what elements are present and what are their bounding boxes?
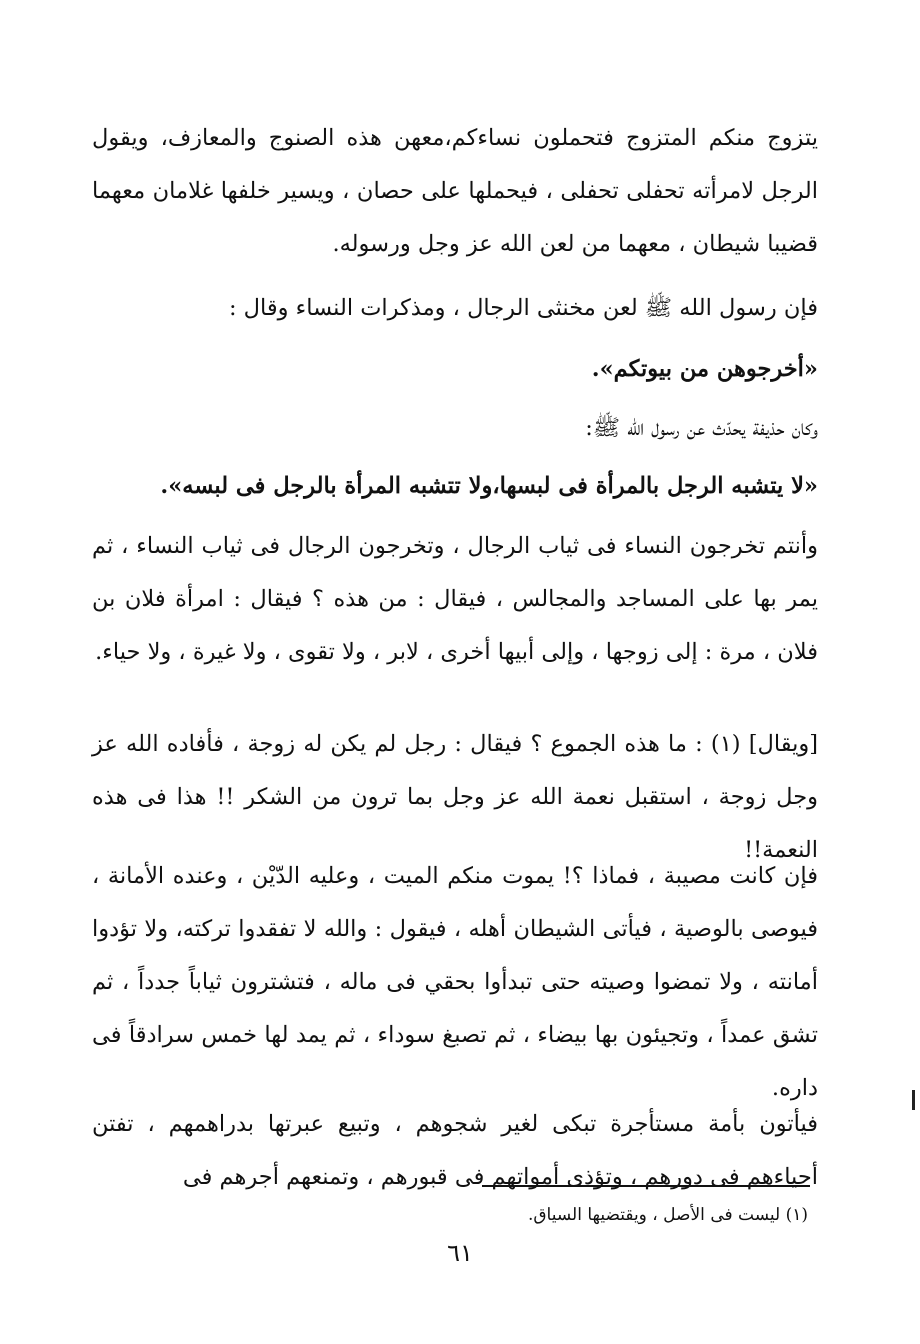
scan-edge-mark xyxy=(912,1090,915,1110)
page-number: ٦١ xyxy=(447,1239,473,1267)
hadith-quote-expel: «أخرجوهن من بيوتكم». xyxy=(591,356,818,382)
paragraph-hudhayfa-narration: وكان حذيفة يحدّث عن رسول الله ﷺ: xyxy=(585,415,818,441)
paragraph-gatherings: [ويقال] (١) : ما هذه الجموع ؟ فيقال : رجل لم يكن له زوجة ، فأفاده الله عز وجل زوجة ، استقبل نعمة الله عز وجل بما ترون من الشكر !! هذا فى هذه النعمة!! xyxy=(92,731,819,863)
footnote-separator xyxy=(482,1185,810,1187)
paragraph-dress-criticism: وأنتم تخرجون النساء فى ثياب الرجال ، وتخرجون الرجال فى ثياب النساء ، ثم يمر بها على المساجد والمجالس ، فيقال : من هذه ؟ فيقال : امرأة فلان بن فلان ، مرة : إلى زوجها ، وإلى أبيها أخرى ، لابر ، ولا تقوى ، ولا غيرة ، ولا حياء. xyxy=(92,533,818,665)
paragraph-funeral-customs: فإن كانت مصيبة ، فماذا ؟! يموت منكم الميت ، وعليه الدّيْن ، وعنده الأمانة ، فيوصى بالوصية ، فيأتى الشيطان أهله ، فيقول : والله لا تفقدوا تركته، ولا تؤدوا أمانته ، ولا تمضوا وصيته حتى تبدأوا بحقي فى ماله ، فتشترون ثياباً جدداً ، ثم تشق عمداً ، وتجيئون بها بيضاء ، ثم تصبغ سوداء ، ثم يمد لها خمس سرادقاً فى داره. xyxy=(92,863,818,1101)
footnote: (١) ليست فى الأصل ، ويقتضيها السياق. xyxy=(527,1205,808,1225)
hadith-quote-imitation: «لا يتشبه الرجل بالمرأة فى لبسها،ولا تتشبه المرأة بالرجل فى لبسه». xyxy=(160,473,818,499)
paragraph-hired-mourner: فيأتون بأمة مستأجرة تبكى لغير شجوهم ، وتبيع عبرتها بدراهمهم ، تفتن أحياءهم فى دورهم ، وتؤذى أمواتهم فى قبورهم ، وتمنعهم أجرهم فى xyxy=(92,1111,818,1190)
paragraph-prophet-curse: فإن رسول الله ﷺ لعن مخنثى الرجال ، ومذكرات النساء وقال : xyxy=(228,295,818,321)
paragraph-wedding-customs: يتزوج منكم المتزوج فتحملون نساءكم،معهن هذه الصنوج والمعازف، ويقول الرجل لامرأته تحفلى تحفلى ، فيحملها على حصان ، ويسير خلفها غلامان معهما قضيبا شيطان ، معهما من لعن الله عز وجل ورسوله. xyxy=(92,125,818,257)
